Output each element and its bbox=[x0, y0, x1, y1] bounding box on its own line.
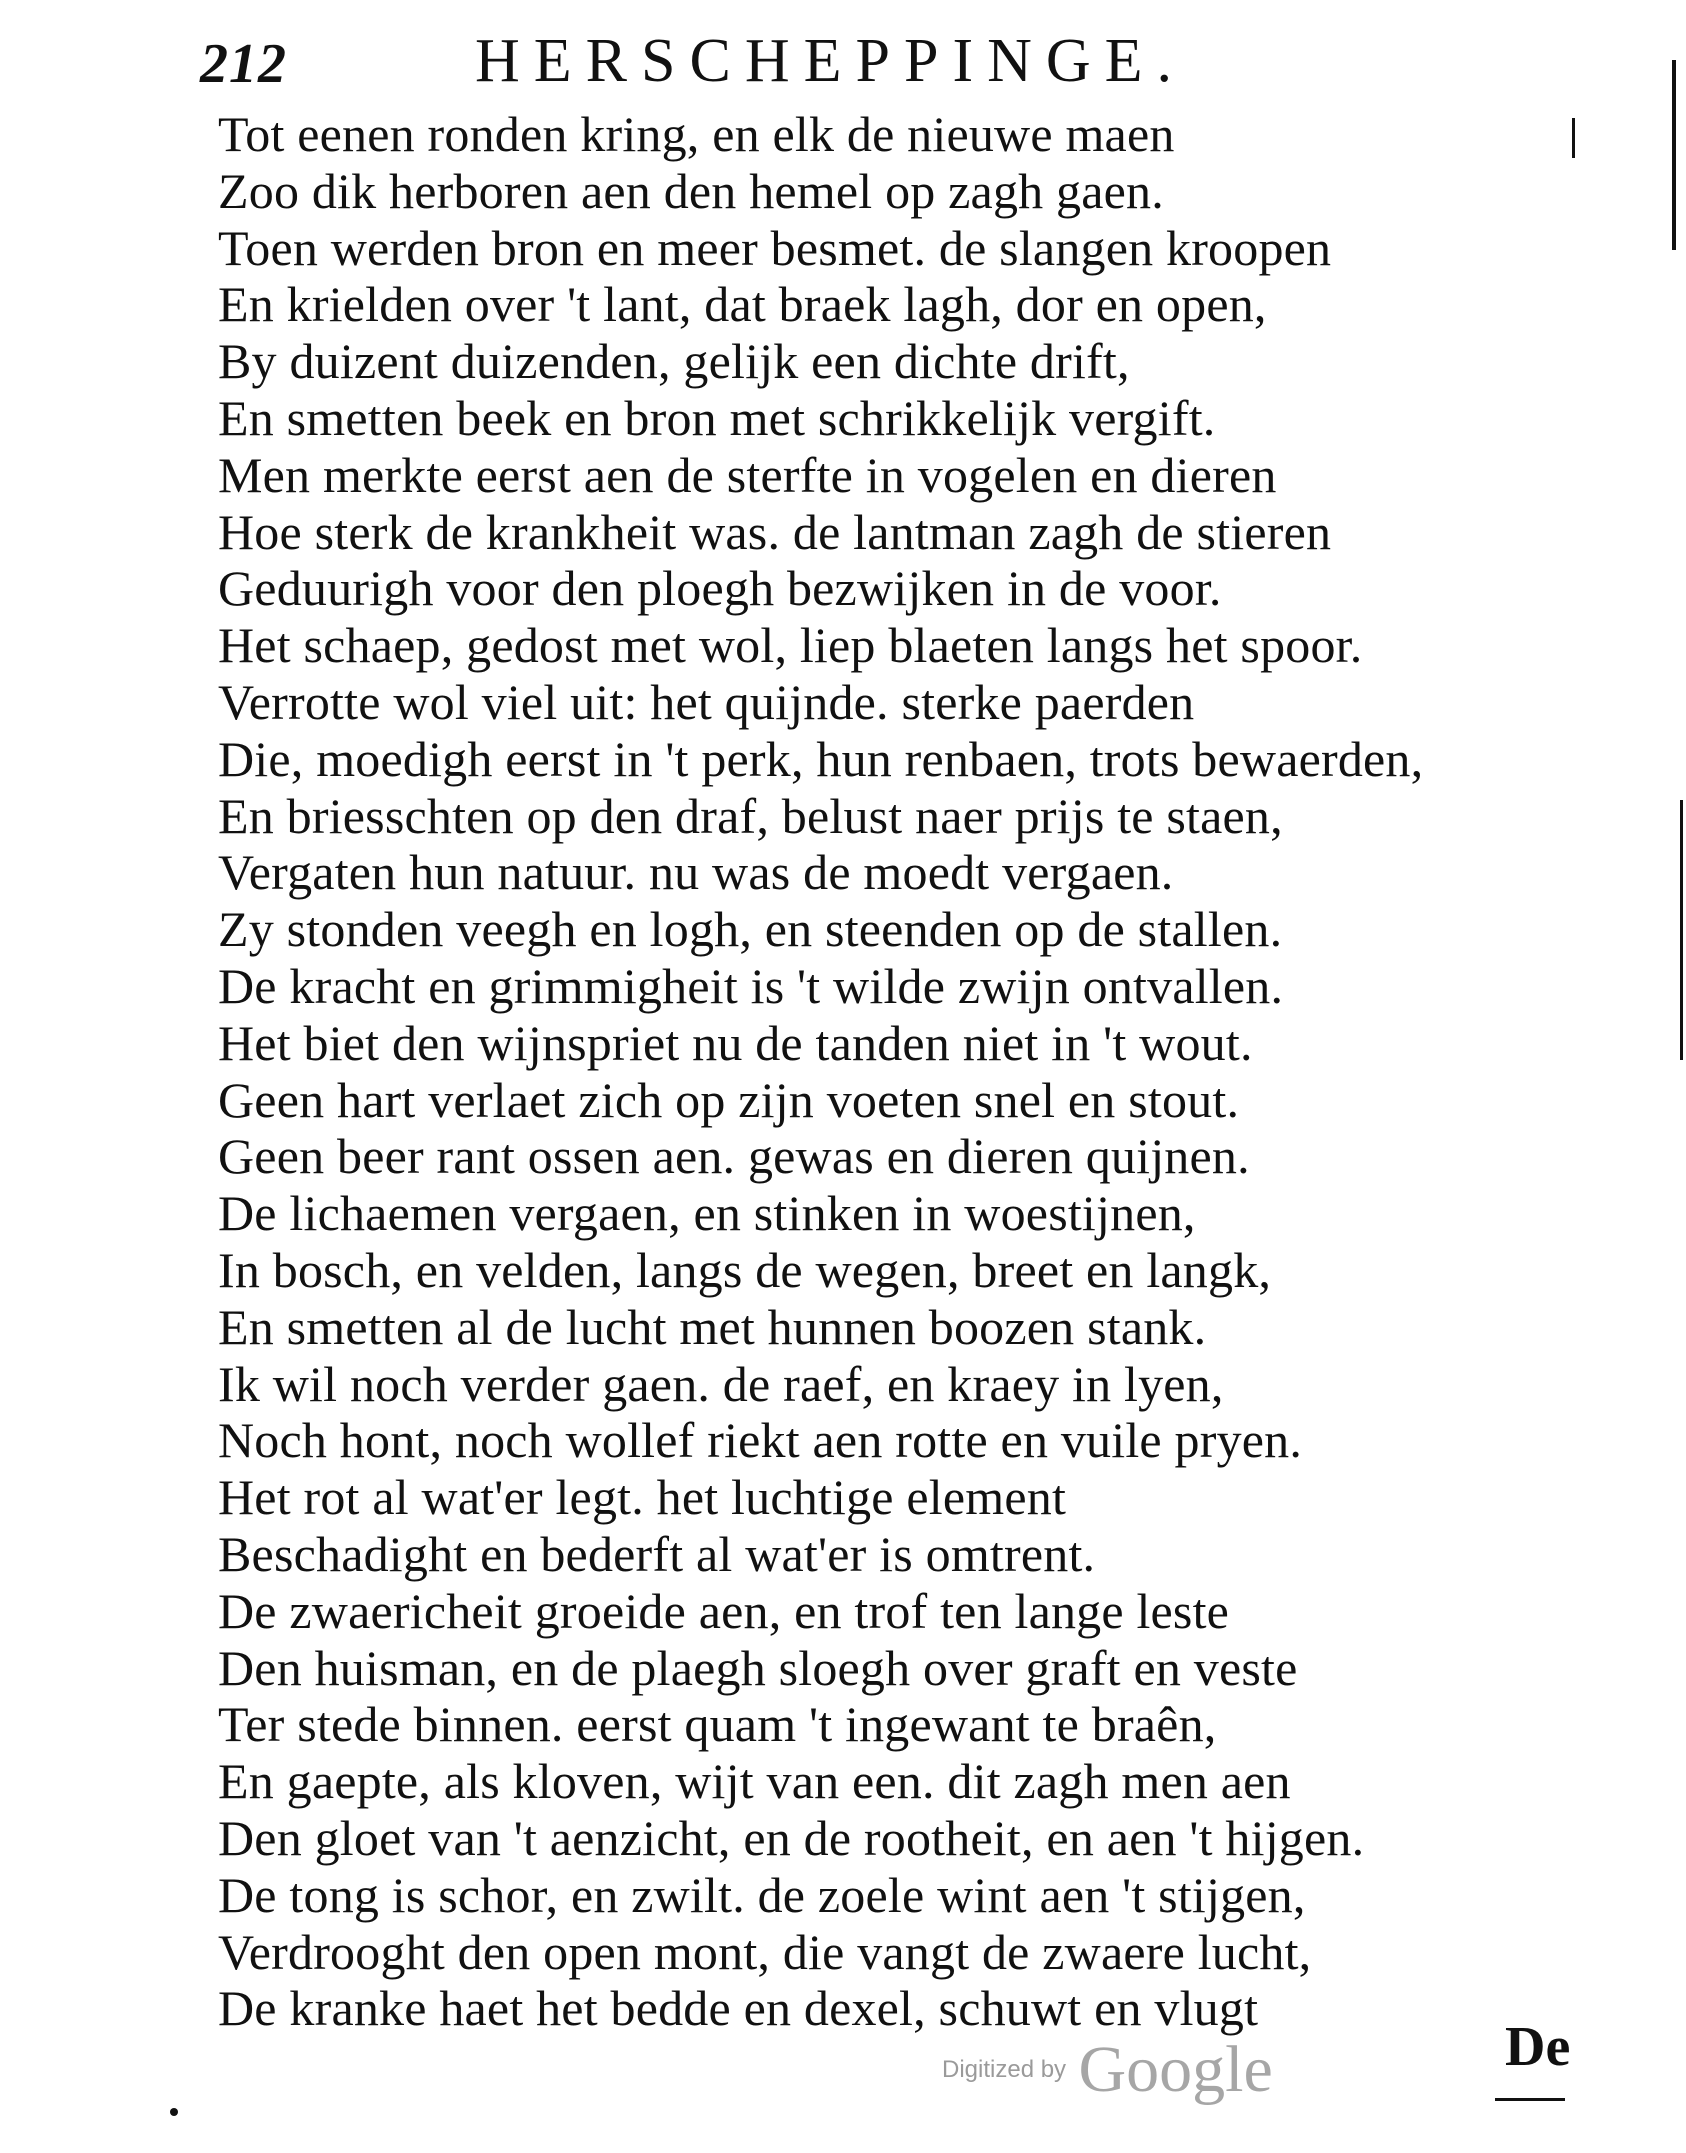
verse-line: Het schaep, gedost met wol, liep blaeten langs het spoor. bbox=[218, 617, 1363, 674]
verse-line: In bosch, en velden, langs de wegen, breet en langk, bbox=[218, 1241, 1272, 1298]
verse-line: Zy stonden veegh en logh, en steenden op de stallen. bbox=[218, 901, 1283, 958]
verse-line: Verrotte wol viel uit: het quijnde. sterke paerden bbox=[218, 673, 1195, 730]
verse-line: De lichaemen vergaen, en stinken in woestijnen, bbox=[218, 1185, 1196, 1242]
verse-line: De kracht en grimmigheit is 't wilde zwijn ontvallen. bbox=[218, 957, 1284, 1014]
verse-line: Het rot al wat'er legt. het luchtige element bbox=[218, 1469, 1067, 1526]
verse-line: Hoe sterk de krankheit was. de lantman zagh de stieren bbox=[218, 503, 1332, 560]
scan-edge-mark bbox=[1495, 2098, 1565, 2101]
verse-line: Geen beer rant ossen aen. gewas en dieren quijnen. bbox=[218, 1128, 1250, 1185]
verse-line: En gaepte, als kloven, wijt van een. dit zagh men aen bbox=[218, 1753, 1291, 1810]
verse-line: De kranke haet het bedde en dexel, schuwt en vlugt bbox=[218, 1980, 1259, 2037]
verse-line: De tong is schor, en zwilt. de zoele wint aen 't stijgen, bbox=[218, 1866, 1306, 1923]
watermark-prefix: Digitized by bbox=[942, 2056, 1067, 2083]
scan-edge-mark bbox=[1672, 60, 1676, 250]
verse-line: Beschadight en bederft al wat'er is omtrent. bbox=[218, 1525, 1096, 1582]
verse-line: Toen werden bron en meer besmet. de slangen kroopen bbox=[218, 219, 1332, 276]
verse-line: Den huisman, en de plaegh sloegh over graft en veste bbox=[218, 1639, 1298, 1696]
verse-line: En briesschten op den draf, belust naer prijs te staen, bbox=[218, 787, 1283, 844]
verse-line: Ik wil noch verder gaen. de raef, en kraey in lyen, bbox=[218, 1355, 1224, 1412]
verse-line: Ter stede binnen. eerst quam 't ingewant te braên, bbox=[218, 1696, 1217, 1753]
poem-body bbox=[218, 106, 1598, 2037]
verse-line: Men merkte eerst aen de sterfte in vogelen en dieren bbox=[218, 446, 1277, 503]
verse-line: Noch hont, noch wollef riekt aen rotte en vuile pryen. bbox=[218, 1412, 1303, 1469]
scan-edge-mark bbox=[1572, 118, 1575, 158]
verse-line: Die, moedigh eerst in 't perk, hun renbaen, trots bewaerden, bbox=[218, 730, 1424, 787]
watermark-brand: Google bbox=[1078, 2033, 1273, 2106]
verse-line: Geen hart verlaet zich op zijn voeten snel en stout. bbox=[218, 1071, 1240, 1128]
running-title: HERSCHEPPINGE. bbox=[475, 27, 1187, 95]
page-number: 212 bbox=[200, 33, 287, 95]
verse-line: Geduurigh voor den ploegh bezwijken in de voor. bbox=[218, 560, 1222, 617]
verse-line: Verdrooght den open mont, die vangt de zwaere lucht, bbox=[218, 1923, 1312, 1980]
verse-line: Het biet den wijnspriet nu de tanden niet in 't wout. bbox=[218, 1014, 1253, 1071]
scan-edge-mark bbox=[1680, 800, 1683, 1060]
scan-speck bbox=[170, 2108, 178, 2116]
verse-line: En krielden over 't lant, dat braek lagh, dor en open, bbox=[218, 276, 1267, 333]
catchword: De bbox=[1505, 2016, 1571, 2078]
verse-line: Den gloet van 't aenzicht, en de rootheit, en aen 't hijgen. bbox=[218, 1809, 1365, 1866]
verse-line: Zoo dik herboren aen den hemel op zagh gaen. bbox=[218, 162, 1164, 219]
verse-line: En smetten beek en bron met schrikkelijk vergift. bbox=[218, 389, 1216, 446]
verse-line: De zwaericheit groeide aen, en trof ten lange leste bbox=[218, 1582, 1230, 1639]
verse-line: En smetten al de lucht met hunnen boozen stank. bbox=[218, 1298, 1207, 1355]
verse-line: Vergaten hun natuur. nu was de moedt vergaen. bbox=[218, 844, 1174, 901]
verse-line: Tot eenen ronden kring, en elk de nieuwe maen bbox=[218, 106, 1175, 162]
page-header bbox=[200, 22, 1360, 102]
verse-line: By duizent duizenden, gelijk een dichte drift, bbox=[218, 333, 1130, 390]
digitization-watermark bbox=[942, 2032, 1273, 2108]
